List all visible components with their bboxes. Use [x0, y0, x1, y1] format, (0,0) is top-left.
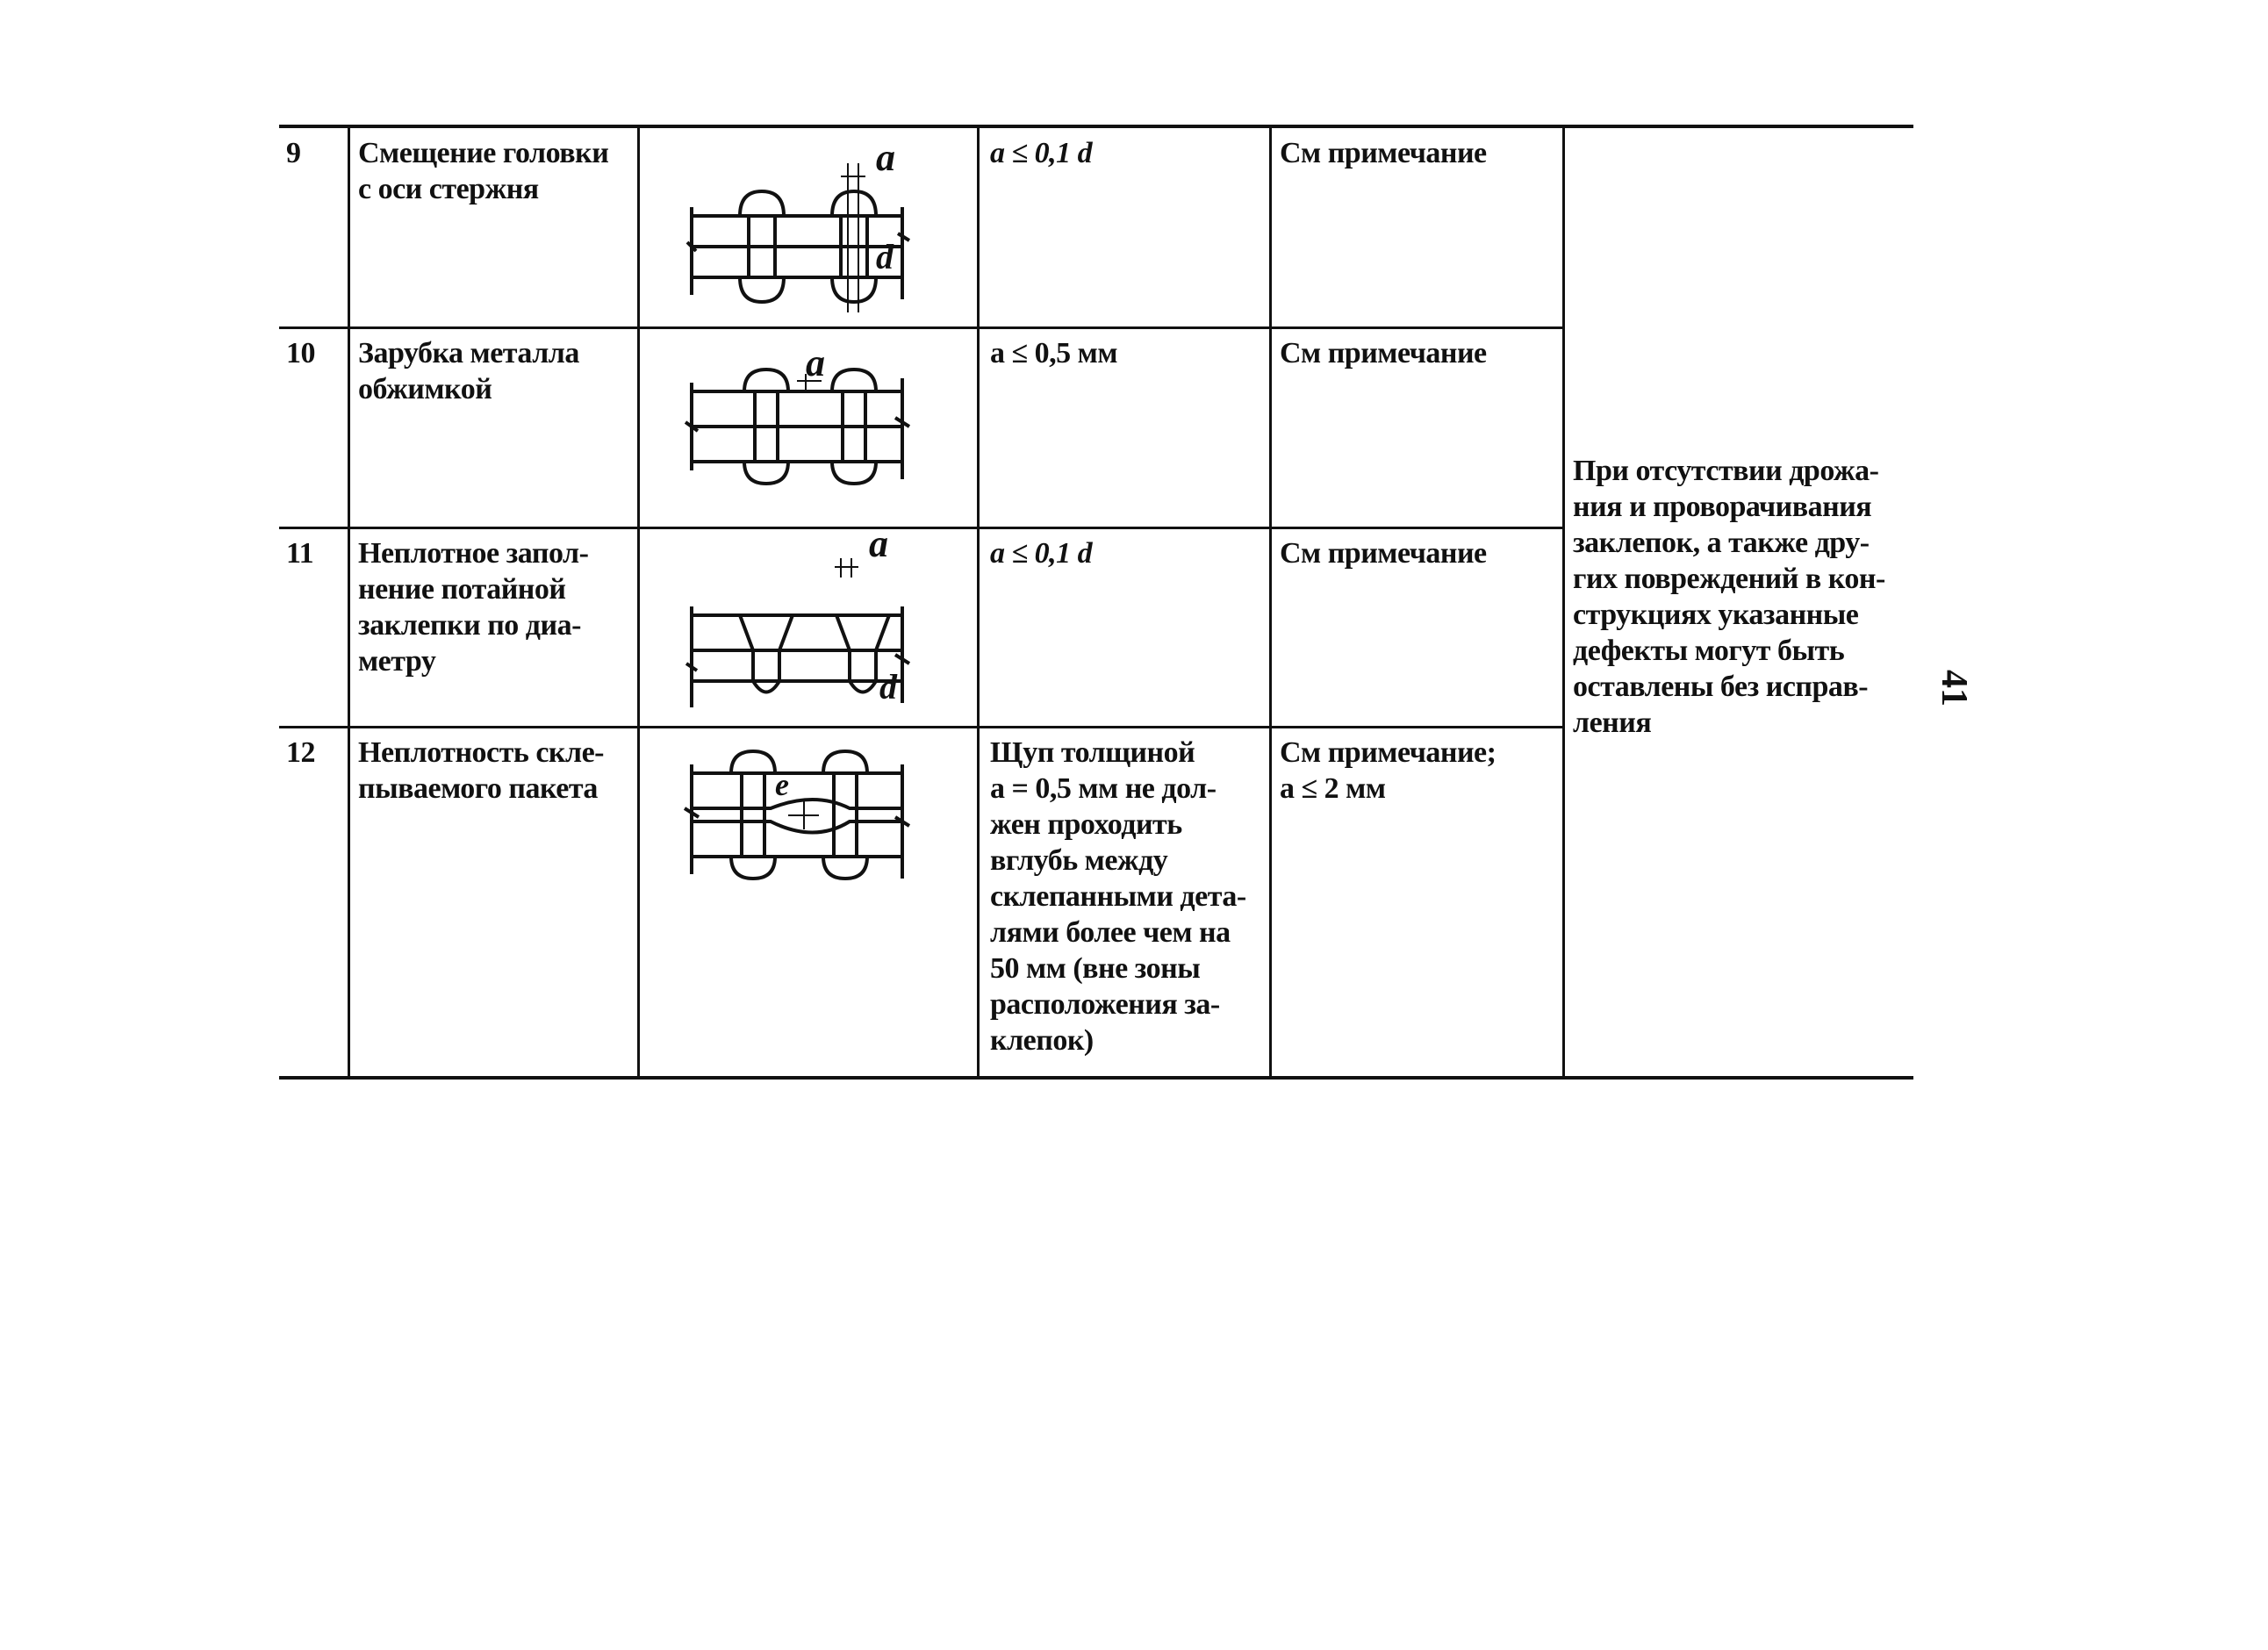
rivet-head-offset-sketch: [665, 137, 929, 321]
column-divider: [1269, 128, 1272, 1076]
countersunk-rivet-fill-sketch: [665, 532, 929, 725]
column-divider: [977, 128, 980, 1076]
dimension-label: a: [869, 532, 888, 565]
page-number: 41: [1934, 670, 1974, 707]
column-divider: [348, 128, 350, 1076]
action: См примечание; a ≤ 2 мм: [1280, 736, 1496, 805]
defect-name: Смещение головки с оси стержня: [358, 137, 609, 205]
criterion: a ≤ 0,1 d: [990, 537, 1093, 570]
row-number: 10: [286, 337, 315, 369]
rivet-notch-sketch: [665, 339, 929, 523]
defect-name: Неплотность скле- пываемого пакета: [358, 736, 604, 805]
riveted-package-gap-sketch: [665, 738, 929, 887]
dimension-label: d: [879, 667, 897, 707]
defect-name: Зарубка металла обжимкой: [358, 337, 579, 405]
dimension-label: d: [876, 237, 894, 276]
criterion: a ≤ 0,1 d: [990, 137, 1093, 169]
action: См примечание: [1280, 137, 1487, 169]
defects-table: [279, 125, 1913, 1080]
dimension-label: a: [876, 137, 895, 179]
dimension-label: a: [806, 341, 825, 384]
criterion: a ≤ 0,5 мм: [990, 337, 1117, 369]
action: См примечание: [1280, 537, 1487, 570]
row-number: 11: [286, 537, 314, 570]
defect-name: Неплотное запол- нение потайной заклепки по диа- метру: [358, 537, 589, 678]
row-number: 9: [286, 137, 301, 169]
row-divider: [279, 527, 1562, 529]
dimension-label: e: [775, 767, 789, 802]
column-divider: [637, 128, 640, 1076]
row-divider: [279, 326, 1562, 329]
criterion: Щуп толщиной a = 0,5 мм не дол- жен проходить вглубь между склепанными дета- лями более чем на 50 мм (вне зоны расположения за- клепок): [990, 736, 1246, 1057]
row-divider: [279, 726, 1562, 728]
note-text: При отсутствии дрожа- ния и проворачивания заклепок, а также дру- гих повреждений в кон- струкциях указанные дефекты могут быть оставлены без исправ- ления: [1573, 455, 1885, 739]
column-divider: [1562, 128, 1565, 1076]
row-number: 12: [286, 736, 315, 769]
action: См примечание: [1280, 337, 1487, 369]
